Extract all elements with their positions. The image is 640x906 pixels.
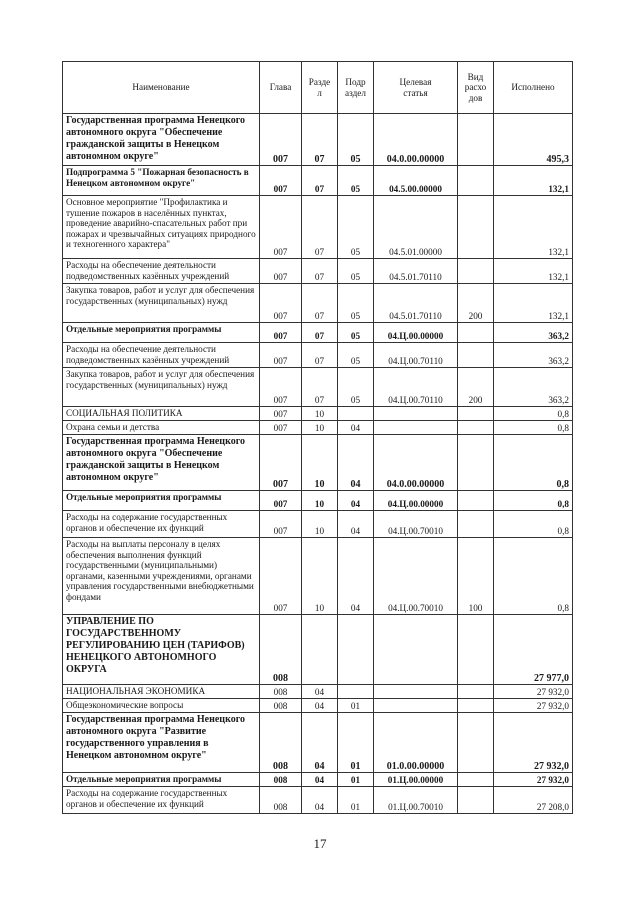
row-subsection	[338, 685, 374, 699]
row-executed: 0,8	[494, 511, 573, 538]
row-expense-type: 100	[458, 538, 494, 615]
row-expense-type	[458, 407, 494, 421]
row-chapter: 007	[260, 538, 302, 615]
row-target	[374, 407, 458, 421]
row-target	[374, 615, 458, 685]
row-executed: 27 208,0	[494, 787, 573, 814]
row-name: УПРАВЛЕНИЕ ПО ГОСУДАРСТВЕННОМУ РЕГУЛИРОВАНИЮ ЦЕН (ТАРИФОВ) НЕНЕЦКОГО АВТОНОМНОГО ОКРУГА	[63, 615, 260, 685]
row-name: Государственная программа Ненецкого автономного округа "Обеспечение гражданской защиты в Ненецком автономном округе"	[63, 114, 260, 166]
row-section: 07	[302, 368, 338, 407]
row-section: 04	[302, 713, 338, 773]
row-section: 04	[302, 685, 338, 699]
row-chapter: 007	[260, 166, 302, 196]
table-row	[63, 368, 573, 407]
row-chapter: 008	[260, 615, 302, 685]
row-executed: 132,1	[494, 259, 573, 284]
row-subsection: 04	[338, 491, 374, 511]
row-executed: 0,8	[494, 421, 573, 435]
row-target	[374, 699, 458, 713]
table-row	[63, 114, 573, 166]
table-row	[63, 166, 573, 196]
row-subsection: 05	[338, 368, 374, 407]
row-name: Основное мероприятие "Профилактика и тушение пожаров в населённых пунктах, проведение аварийно-спасательных работ при пожарах и чрезвычайных ситуациях природного и техногенного характера"	[63, 196, 260, 259]
header-executed: Исполнено	[494, 62, 573, 114]
row-target: 04.Ц.00.70010	[374, 511, 458, 538]
table-row	[63, 435, 573, 491]
row-target	[374, 685, 458, 699]
row-expense-type	[458, 196, 494, 259]
row-expense-type	[458, 435, 494, 491]
row-subsection: 01	[338, 699, 374, 713]
table-row	[63, 421, 573, 435]
row-executed: 363,2	[494, 323, 573, 343]
row-name: Расходы на обеспечение деятельности подведомственных казённых учреждений	[63, 343, 260, 368]
table-row	[63, 343, 573, 368]
row-chapter: 007	[260, 114, 302, 166]
row-name: НАЦИОНАЛЬНАЯ ЭКОНОМИКА	[63, 685, 260, 699]
row-section: 07	[302, 343, 338, 368]
table-row	[63, 323, 573, 343]
row-chapter: 007	[260, 343, 302, 368]
row-name: Государственная программа Ненецкого автономного округа "Обеспечение гражданской защиты в Ненецком автономном округе"	[63, 435, 260, 491]
header-chapter: Глава	[260, 62, 302, 114]
row-section: 04	[302, 699, 338, 713]
table-row	[63, 538, 573, 615]
row-section: 04	[302, 787, 338, 814]
row-chapter: 007	[260, 368, 302, 407]
row-executed: 27 932,0	[494, 685, 573, 699]
row-name: Отдельные мероприятия программы	[63, 491, 260, 511]
row-chapter: 008	[260, 699, 302, 713]
table-row	[63, 491, 573, 511]
row-name: Закупка товаров, работ и услуг для обеспечения государственных (муниципальных) нужд	[63, 368, 260, 407]
row-name: Охрана семьи и детства	[63, 421, 260, 435]
row-name: Закупка товаров, работ и услуг для обеспечения государственных (муниципальных) нужд	[63, 284, 260, 323]
table-row	[63, 713, 573, 773]
row-target: 04.5.01.70110	[374, 284, 458, 323]
row-executed: 132,1	[494, 284, 573, 323]
row-executed: 27 932,0	[494, 699, 573, 713]
header-expense-type: Вид расхо дов	[458, 62, 494, 114]
row-chapter: 007	[260, 323, 302, 343]
row-target: 04.0.00.00000	[374, 114, 458, 166]
row-section: 04	[302, 773, 338, 787]
row-expense-type	[458, 787, 494, 814]
budget-execution-table	[62, 61, 573, 814]
row-section	[302, 615, 338, 685]
row-chapter: 008	[260, 787, 302, 814]
header-target: Целевая статья	[374, 62, 458, 114]
row-executed: 363,2	[494, 343, 573, 368]
row-executed: 27 932,0	[494, 773, 573, 787]
row-section: 10	[302, 491, 338, 511]
table-row	[63, 284, 573, 323]
table-row	[63, 615, 573, 685]
row-subsection: 04	[338, 538, 374, 615]
row-section: 10	[302, 435, 338, 491]
row-section: 07	[302, 196, 338, 259]
row-section: 10	[302, 421, 338, 435]
row-executed: 0,8	[494, 435, 573, 491]
row-executed: 0,8	[494, 491, 573, 511]
row-expense-type	[458, 114, 494, 166]
row-name: Отдельные мероприятия программы	[63, 323, 260, 343]
row-name: Расходы на обеспечение деятельности подведомственных казённых учреждений	[63, 259, 260, 284]
row-executed: 132,1	[494, 166, 573, 196]
row-expense-type	[458, 323, 494, 343]
row-expense-type	[458, 773, 494, 787]
row-section: 07	[302, 259, 338, 284]
row-expense-type: 200	[458, 284, 494, 323]
row-section: 10	[302, 511, 338, 538]
row-expense-type	[458, 343, 494, 368]
row-target: 01.0.00.00000	[374, 713, 458, 773]
row-executed: 363,2	[494, 368, 573, 407]
table-row	[63, 259, 573, 284]
row-expense-type	[458, 699, 494, 713]
row-name: Расходы на содержание государственных органов и обеспечение их функций	[63, 511, 260, 538]
row-subsection: 01	[338, 773, 374, 787]
table-row	[63, 787, 573, 814]
row-name: Расходы на выплаты персоналу в целях обеспечения выполнения функций государственными (муниципальными) органами, казенными учреждениями, органами управления государственными внебюджетными фондами	[63, 538, 260, 615]
row-chapter: 007	[260, 284, 302, 323]
row-target: 04.0.00.00000	[374, 435, 458, 491]
row-expense-type: 200	[458, 368, 494, 407]
row-expense-type	[458, 713, 494, 773]
row-name: Подпрограмма 5 "Пожарная безопасность в Ненецком автономном округе"	[63, 166, 260, 196]
row-target: 04.5.00.00000	[374, 166, 458, 196]
row-chapter: 007	[260, 259, 302, 284]
table-row	[63, 773, 573, 787]
row-chapter: 007	[260, 421, 302, 435]
row-name: Государственная программа Ненецкого автономного округа "Развитие государственного управления в Ненецком автономном округе"	[63, 713, 260, 773]
row-name: СОЦИАЛЬНАЯ ПОЛИТИКА	[63, 407, 260, 421]
row-subsection: 01	[338, 787, 374, 814]
row-chapter: 007	[260, 435, 302, 491]
row-subsection: 05	[338, 323, 374, 343]
row-expense-type	[458, 166, 494, 196]
row-section: 07	[302, 323, 338, 343]
row-subsection: 01	[338, 713, 374, 773]
row-name: Общеэкономические вопросы	[63, 699, 260, 713]
row-subsection: 05	[338, 196, 374, 259]
row-subsection	[338, 407, 374, 421]
row-subsection	[338, 615, 374, 685]
row-chapter: 007	[260, 407, 302, 421]
row-executed: 0,8	[494, 407, 573, 421]
row-chapter: 008	[260, 713, 302, 773]
row-target: 01.Ц.00.00000	[374, 773, 458, 787]
row-chapter: 007	[260, 491, 302, 511]
row-expense-type	[458, 259, 494, 284]
row-chapter: 007	[260, 511, 302, 538]
row-executed: 27 977,0	[494, 615, 573, 685]
table-row	[63, 685, 573, 699]
row-executed: 495,3	[494, 114, 573, 166]
row-section: 10	[302, 538, 338, 615]
row-chapter: 008	[260, 685, 302, 699]
row-subsection: 04	[338, 435, 374, 491]
row-executed: 132,1	[494, 196, 573, 259]
row-target: 04.Ц.00.70010	[374, 538, 458, 615]
row-subsection: 05	[338, 343, 374, 368]
row-target: 04.Ц.00.70110	[374, 343, 458, 368]
row-subsection: 05	[338, 114, 374, 166]
table-row	[63, 196, 573, 259]
row-target: 04.Ц.00.00000	[374, 491, 458, 511]
table-row	[63, 699, 573, 713]
row-subsection: 04	[338, 511, 374, 538]
header-section: Разде л	[302, 62, 338, 114]
row-subsection: 04	[338, 421, 374, 435]
row-subsection: 05	[338, 284, 374, 323]
table-header-row	[63, 62, 573, 114]
row-expense-type	[458, 615, 494, 685]
row-subsection: 05	[338, 166, 374, 196]
table-row	[63, 511, 573, 538]
row-name: Расходы на содержание государственных органов и обеспечение их функций	[63, 787, 260, 814]
row-target: 04.Ц.00.70110	[374, 368, 458, 407]
row-executed: 27 932,0	[494, 713, 573, 773]
page-number: 17	[313, 836, 327, 851]
row-section: 07	[302, 166, 338, 196]
row-section: 07	[302, 114, 338, 166]
row-target: 04.5.01.00000	[374, 196, 458, 259]
row-target	[374, 421, 458, 435]
row-name: Отдельные мероприятия программы	[63, 773, 260, 787]
header-subsection: Подр аздел	[338, 62, 374, 114]
row-expense-type	[458, 421, 494, 435]
row-chapter: 008	[260, 773, 302, 787]
row-subsection: 05	[338, 259, 374, 284]
row-executed: 0,8	[494, 538, 573, 615]
row-target: 04.Ц.00.00000	[374, 323, 458, 343]
row-expense-type	[458, 491, 494, 511]
row-expense-type	[458, 511, 494, 538]
row-expense-type	[458, 685, 494, 699]
header-name: Наименование	[63, 62, 260, 114]
row-chapter: 007	[260, 196, 302, 259]
row-section: 10	[302, 407, 338, 421]
row-target: 04.5.01.70110	[374, 259, 458, 284]
row-target: 01.Ц.00.70010	[374, 787, 458, 814]
row-section: 07	[302, 284, 338, 323]
table-row	[63, 407, 573, 421]
